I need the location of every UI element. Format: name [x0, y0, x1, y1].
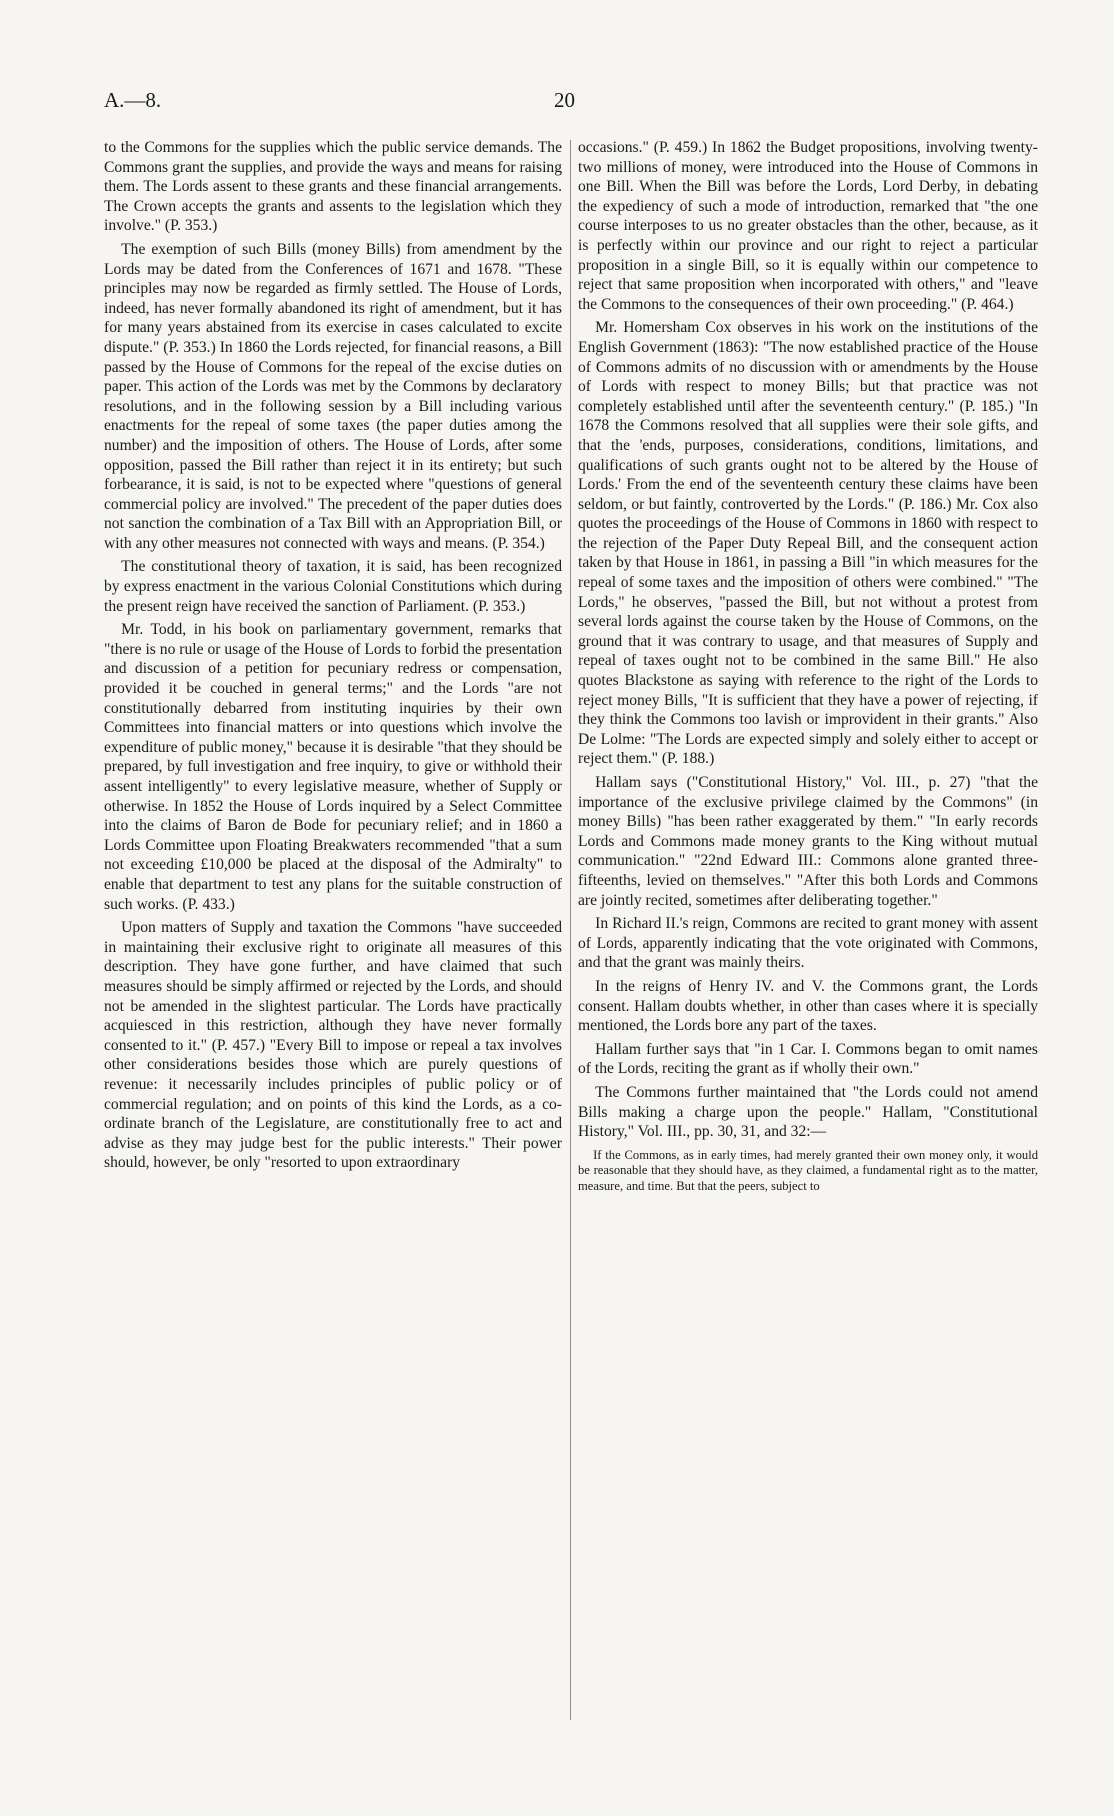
paragraph: In the reigns of Henry IV. and V. the Commons grant, the Lords consent. Hallam doubts whether, in other than cases where it is specially mentioned, the Lords bore any part of the taxes. [578, 977, 1038, 1035]
paragraph: The Commons further maintained that "the Lords could not amend Bills making a charge upon the people." Hallam, "Constitutional History," Vol. III., pp. 30, 31, and 32:— [578, 1083, 1038, 1141]
paragraph: In Richard II.'s reign, Commons are recited to grant money with assent of Lords, apparently indicating that the vote originated with Commons, and that the grant was mainly theirs. [578, 915, 1038, 972]
paragraph: The constitutional theory of taxation, it is said, has been recognized by express enactment in the various Colonial Constitutions which during the present reign have received the sanction of Parliament. (P. 353.) [104, 558, 562, 615]
page-number: 20 [554, 88, 575, 112]
document-id: A.—8. [104, 88, 162, 112]
paragraph: Hallam further says that "in 1 Car. I. Commons began to omit names of the Lords, reciting the grant as if wholly their own." [578, 1040, 1038, 1078]
paragraph: Mr. Todd, in his book on parliamentary government, remarks that "there is no rule or usage of the House of Lords to forbid the presentation and discussion of a petition for pecuniary redress or compensation, provided it be couched in general terms;" and the Lords "are not constitutionally debarred from instituting inquiries by their own Committees into financial matters or into questions which involve the expenditure of public money," because it is desirable "that they should be prepared, by full investigation and free inquiry, to give or withhold their assent intelligently" to every legislative measure, whether of Supply or otherwise. In 1852 the House of Lords inquired by a Select Committee into the claims of Baron de Bode for pecuniary relief; and in 1860 a Lords Committee upon Floating Breakwaters recommended "that a sum not exceeding £10,000 be placed at the disposal of the Admiralty" to enable that department to test any plans for the suitable construction of such works. (P. 433.) [104, 621, 562, 913]
block-quote: If the Commons, as in early times, had merely granted their own money only, it would be reasonable that they should have, as they claimed, a fundamental right as to the matter, measure, and time. But that the peers, subject to [578, 1147, 1038, 1193]
paragraph: occasions." (P. 459.) In 1862 the Budget propositions, involving twenty-two millions of money, were introduced into the House of Commons in one Bill. When the Bill was before the Lords, Lord Derby, in debating the expediency of such a mode of introduction, remarked that "the one course interposes to us no greater obstacles than the other, because, as it is perfectly within our province and our right to reject a particular proposition in a single Bill, so it is equally within our competence to reject that same proposition when incorporated with others," and "leave the Commons to the consequences of their own proceeding." (P. 464.) [578, 139, 1038, 313]
paragraph: Mr. Homersham Cox observes in his work on the institutions of the English Government (1863): "The now established practice of the House of Commons admits of no discussion with or amendments by the House of Lords with respect to money Bills; but that practice was not completely established until after the seventeenth century." (P. 185.) "In 1678 the Commons resolved that all supplies were their sole gifts, and that the 'ends, purposes, considerations, conditions, limitations, and qualifications of such grants ought not to be altered by the House of Lords.' From the end of the seventeenth century these claims have been seldom, or but faintly, controverted by the Lords." (P. 186.) Mr. Cox also quotes the proceedings of the House of Commons in 1860 with respect to the rejection of the Paper Duty Repeal Bill, and the consequent action taken by that House in 1861, in passing a Bill "in which measures for the repeal of some taxes and the imposition of others were combined." "The Lords," he observes, "passed the Bill, but not without a protest from several lords against the course taken by the House of Commons, on the ground that it was contrary to usage, and that measures of Supply and repeal of taxes ought not to be combined in the same Bill." He also quotes Blackstone as saying with reference to the right of the Lords to reject money Bills, "It is sufficient that they have a power of rejecting, if they think the Commons too lavish or improvident in their grants." Also De Lolme: "The Lords are expected simply and solely either to accept or reject them." (P. 188.) [578, 319, 1038, 768]
page-header [104, 88, 1044, 118]
left-column [104, 138, 562, 1177]
right-column [578, 138, 1038, 1198]
paragraph: Hallam says ("Constitutional History," Vol. III., p. 27) "that the importance of the exclusive privilege claimed by the Commons" (in money Bills) "has been rather exaggerated by them." "In early records Lords and Commons made money grants to the King without mutual communication." "22nd Edward III.: Commons alone granted three-fifteenths, levied on themselves." "After this both Lords and Commons are jointly recited, sometimes after deliberating together." [578, 774, 1038, 909]
paragraph: The exemption of such Bills (money Bills) from amendment by the Lords may be dated from the Conferences of 1671 and 1678. "These principles may now be regarded as firmly settled. The House of Lords, indeed, has never formally abandoned its right of amendment, but it has for many years abstained from its exercise in cases calculated to excite dispute." (P. 353.) In 1860 the Lords rejected, for financial reasons, a Bill passed by the House of Commons for the repeal of the excise duties on paper. This action of the Lords was met by the Commons by declaratory resolutions, and in the following session by a Bill including various enactments for the repeal of some taxes (the paper duties among the number) and the imposition of others. The House of Lords, after some opposition, passed the Bill rather than reject it in its entirety; but such forbearance, it is said, is not to be expected where "questions of general commercial policy are involved." The precedent of the paper duties does not sanction the combination of a Tax Bill with an Appropriation Bill, or with any other measures not connected with ways and means. (P. 354.) [104, 240, 562, 552]
paragraph: Upon matters of Supply and taxation the Commons "have succeeded in maintaining their exclusive right to originate all measures of this description. They have gone further, and have claimed that such measures should be simply affirmed or rejected by the Lords, and should not be amended in the slightest particular. The Lords have practically acquiesced in this restriction, although they have never formally consented to it." (P. 457.) "Every Bill to impose or repeal a tax involves other considerations besides those which are purely questions of revenue: it necessarily includes principles of public policy or of commercial regulation; and on points of this kind the Lords, as a co-ordinate branch of the Legislature, are constitutionally free to act and advise as they may judge best for the public interests." Their power should, however, be only "resorted to upon extraordinary [104, 919, 562, 1172]
paragraph: to the Commons for the supplies which the public service demands. The Commons grant the supplies, and provide the ways and means for raising them. The Lords assent to these grants and these financial arrangements. The Crown accepts the grants and assents to the legislation which they involve." (P. 353.) [104, 139, 562, 235]
column-divider [570, 140, 571, 1720]
